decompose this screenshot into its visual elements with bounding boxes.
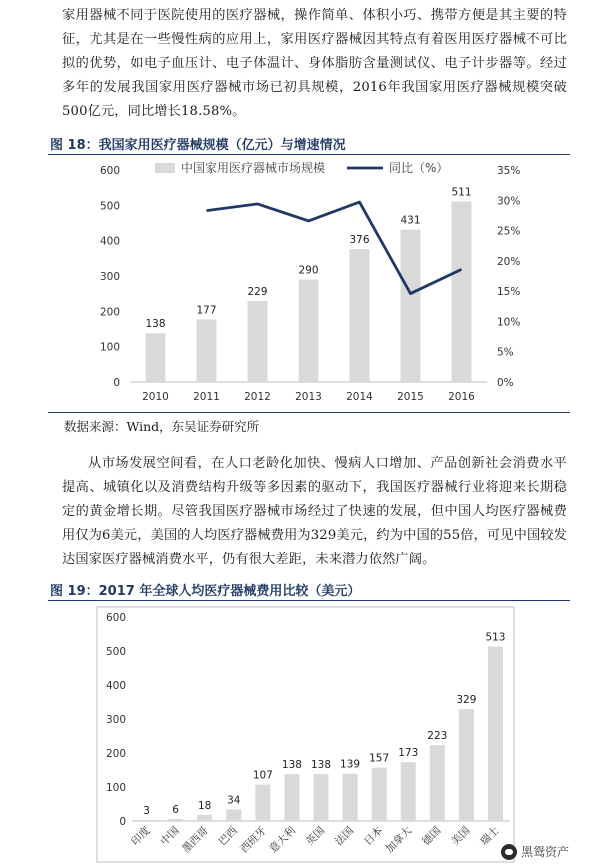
watermark-text: 黑鸳资产 <box>520 845 569 859</box>
y-left-tick-label: 500 <box>99 200 120 213</box>
market-size-value-label: 177 <box>196 304 217 317</box>
y-left-tick-label: 400 <box>99 235 120 248</box>
per-capita-value-label: 157 <box>369 752 390 765</box>
per-capita-bar <box>372 768 387 821</box>
country-tick-label: 中国 <box>158 824 182 848</box>
country-tick-label: 加拿大 <box>383 824 415 856</box>
watermark <box>501 843 569 860</box>
year-tick-label: 2016 <box>448 391 475 403</box>
per-capita-bar <box>343 774 358 821</box>
figure18-bottom-rule <box>48 412 570 413</box>
year-tick-label: 2010 <box>142 391 169 403</box>
country-tick-label: 德国 <box>420 824 444 848</box>
country-tick-label: 印度 <box>129 824 153 848</box>
per-capita-value-label: 138 <box>281 759 302 772</box>
per-capita-value-label: 173 <box>398 747 419 760</box>
per-capita-bar <box>314 774 329 821</box>
market-size-chart <box>0 155 597 415</box>
per-capita-bar <box>430 745 445 821</box>
market-size-value-label: 290 <box>298 264 319 277</box>
y-left-tick-label: 600 <box>99 165 120 177</box>
per-capita-bar <box>459 709 474 821</box>
per-capita-value-label: 223 <box>427 730 448 743</box>
y-tick-label: 400 <box>105 680 126 692</box>
per-capita-bar <box>197 815 212 821</box>
per-capita-bar <box>488 647 503 821</box>
market-size-value-label: 431 <box>400 214 421 227</box>
intro-paragraph: 家用器械不同于医院使用的医疗器械，操作简单、体积小巧、携带方便是其主要的特征，尤其是在一些慢性病的应用上，家用医疗器械因其特点有着医用医疗器械不可比拟的优势，如电子血压计、电子体温计、身体脂肪含量测试仪、电子计步器等。经过多年的发展我国家用医疗器械市场已初具规模，2016年我国家用医疗器械规模突破500亿元，同比增长18.58%。 <box>62 8 567 119</box>
y-left-tick-label: 300 <box>99 271 120 283</box>
watermark-logo-icon <box>501 844 517 860</box>
y-left-tick-label: 100 <box>99 341 120 354</box>
figure18-title: 图 18：我国家用医疗器械规模（亿元）与增速情况 <box>50 138 346 153</box>
market-size-bar <box>248 301 268 382</box>
market-size-value-label: 511 <box>451 186 472 199</box>
market-size-bar <box>197 319 217 382</box>
y-right-tick-label: 35% <box>497 165 521 177</box>
year-tick-label: 2013 <box>295 391 322 403</box>
y-tick-label: 500 <box>105 646 126 658</box>
per-capita-chart <box>0 602 597 864</box>
country-tick-label: 西班牙 <box>238 824 269 856</box>
per-capita-value-label: 18 <box>198 799 212 812</box>
y-left-tick-label: 200 <box>99 306 120 319</box>
market-size-bar <box>350 249 370 382</box>
y-tick-label: 300 <box>105 714 126 726</box>
middle-paragraph: 从市场发展空间看，在人口老龄化加快、慢病人口增加、产品创新社会消费水平提高、城镇化以及消费结构升级等多因素的驱动下，我国医疗器械行业将迎来长期稳定的黄金增长期。尽管我国医疗器械市场经过了快速的发展，但中国人均医疗器械费用仅为6美元，美国的人均医疗器械费用为329美元，约为中国的55倍，可见中国较发达国家医疗器械消费水平，仍有很大差距，未来潜力依然广阔。 <box>62 456 567 567</box>
market-size-bar <box>299 280 319 382</box>
y-right-tick-label: 5% <box>497 346 514 359</box>
per-capita-value-label: 139 <box>340 758 361 771</box>
market-size-value-label: 138 <box>145 318 166 331</box>
y-right-tick-label: 10% <box>497 316 521 329</box>
per-capita-bar <box>284 774 299 821</box>
country-tick-label: 日本 <box>361 824 386 848</box>
per-capita-bar <box>401 762 416 821</box>
country-tick-label: 瑞士 <box>478 824 502 848</box>
per-capita-bar <box>226 809 241 821</box>
y-left-tick-label: 0 <box>113 377 120 389</box>
per-capita-bar <box>255 785 270 821</box>
country-tick-label: 美国 <box>449 824 473 848</box>
market-size-value-label: 376 <box>349 234 370 247</box>
y-right-tick-label: 0% <box>497 377 514 389</box>
country-tick-label: 英国 <box>303 824 328 848</box>
per-capita-value-label: 329 <box>456 694 477 707</box>
per-capita-value-label: 6 <box>172 803 179 816</box>
year-tick-label: 2014 <box>346 391 373 403</box>
per-capita-value-label: 107 <box>252 769 273 782</box>
market-size-bar <box>146 333 166 382</box>
market-size-bar <box>401 230 421 382</box>
country-tick-label: 意大利 <box>267 824 299 856</box>
per-capita-bar <box>139 820 154 821</box>
legend-line-label: 同比（%） <box>389 161 449 175</box>
per-capita-value-label: 138 <box>310 759 332 772</box>
chart-frame <box>97 607 514 862</box>
country-tick-label: 巴西 <box>216 824 240 848</box>
year-tick-label: 2011 <box>193 391 220 403</box>
legend-bar-label: 中国家用医疗器械市场规模 <box>181 161 326 175</box>
growth-rate-line <box>207 202 462 293</box>
market-size-bar <box>452 201 472 382</box>
per-capita-value-label: 513 <box>485 631 506 644</box>
country-tick-label: 法国 <box>332 824 357 848</box>
year-tick-label: 2015 <box>397 391 424 403</box>
y-tick-label: 100 <box>105 782 126 794</box>
figure18-source: 数据来源：Wind，东吴证券研究所 <box>64 419 260 434</box>
y-tick-label: 0 <box>119 816 126 828</box>
y-tick-label: 200 <box>105 748 126 760</box>
y-right-tick-label: 25% <box>497 225 521 238</box>
y-tick-label: 600 <box>105 612 126 624</box>
country-tick-label: 墨西哥 <box>180 824 211 856</box>
y-right-tick-label: 20% <box>497 255 521 268</box>
year-tick-label: 2012 <box>244 391 271 403</box>
market-size-value-label: 229 <box>247 286 268 299</box>
y-right-tick-label: 30% <box>497 195 521 208</box>
figure19-title: 图 19：2017 年全球人均医疗器械费用比较（美元） <box>50 584 361 599</box>
figure19-title-rule <box>48 600 570 601</box>
per-capita-bar <box>168 819 183 821</box>
y-right-tick-label: 15% <box>497 286 521 299</box>
per-capita-value-label: 34 <box>227 794 241 807</box>
legend-bar-swatch <box>155 163 175 173</box>
per-capita-value-label: 3 <box>143 804 150 817</box>
